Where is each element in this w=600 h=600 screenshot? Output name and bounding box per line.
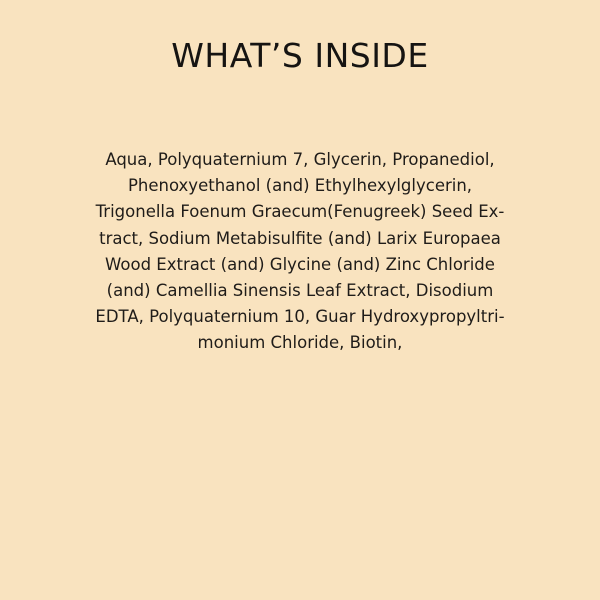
page-title: WHAT’S INSIDE xyxy=(171,36,429,75)
ingredients-line: tract, Sodium Metabisulfite (and) Larix Europaea xyxy=(99,228,501,248)
ingredients-line: Trigonella Foenum Graecum(Fenugreek) Seed Ex- xyxy=(95,202,505,222)
ingredients-list xyxy=(50,147,550,357)
ingredients-line: Wood Extract (and) Glycine (and) Zinc Chloride xyxy=(105,254,495,274)
ingredients-line: Phenoxyethanol (and) Ethylhexylglycerin, xyxy=(127,176,473,196)
ingredients-line: Aqua, Polyquaternium 7, Glycerin, Propanediol, xyxy=(105,150,495,169)
ingredients-line: monium Chloride, Biotin, xyxy=(197,333,403,353)
ingredients-line: (and) Camellia Sinensis Leaf Extract, Disodium xyxy=(106,281,494,301)
ingredients-line: EDTA, Polyquaternium 10, Guar Hydroxypropyltri- xyxy=(95,307,505,327)
